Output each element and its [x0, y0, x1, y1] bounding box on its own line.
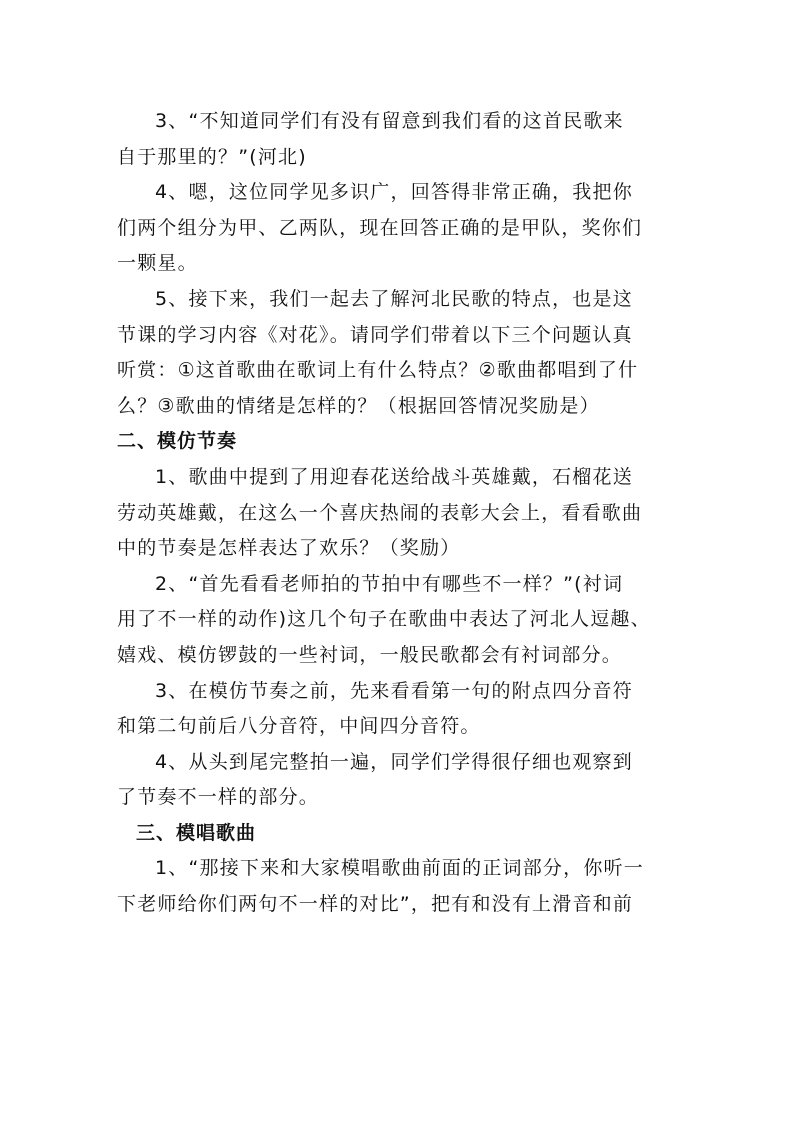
section2-paragraph-3 — [117, 674, 677, 745]
text-line: 么？③歌曲的情绪是怎样的？（根据回答情况奖励是） — [117, 394, 600, 417]
text-line: 听赏：①这首歌曲在歌词上有什么特点？②歌曲都唱到了什 — [117, 359, 639, 382]
text-line: 了节奏不一样的部分。 — [117, 786, 320, 809]
paragraph-3 — [117, 104, 677, 175]
text-line: 一颗星。 — [117, 252, 198, 275]
text-line: 2、“首先看看老师拍的节拍中有哪些不一样？”(衬词 — [155, 572, 624, 595]
paragraph-4 — [117, 175, 677, 282]
text-line: 3、“不知道同学们有没有留意到我们看的这首民歌来 — [155, 110, 624, 132]
section-heading-imitate-singing: 三、模唱歌曲 — [136, 821, 257, 844]
text-line: 1、歌曲中提到了用迎春花送给战斗英雄戴，石榴花送 — [155, 465, 633, 488]
document-body — [117, 104, 677, 923]
section2-paragraph-1 — [117, 460, 677, 567]
text-line: 嬉戏、模仿锣鼓的一些衬词，一般民歌都会有衬词部分。 — [117, 643, 623, 666]
text-line: 4、从头到尾完整拍一遍，同学们学得很仔细也观察到 — [155, 750, 633, 773]
text-line: 下老师给你们两句不一样的对比”，把有和没有上滑音和前 — [117, 893, 634, 916]
text-line: 自于那里的？”(河北) — [117, 145, 307, 168]
text-line: 中的节奏是怎样表达了欢乐？（奖励） — [117, 537, 461, 560]
paragraph-5 — [117, 282, 677, 424]
text-line: 用了不一样的动作)这几个句子在歌曲中表达了河北人逗趣、 — [117, 608, 651, 631]
section3-paragraph-1 — [117, 851, 677, 922]
section2-paragraph-2 — [117, 567, 677, 674]
text-line: 劳动英雄戴，在这么一个喜庆热闹的表彰大会上，看看歌曲 — [117, 501, 643, 524]
text-line: 3、在模仿节奏之前，先来看看第一句的附点四分音符 — [155, 679, 633, 702]
text-line: 1、“那接下来和大家模唱歌曲前面的正词部分，你听一 — [155, 857, 644, 880]
text-line: 和第二句前后八分音符，中间四分音符。 — [117, 715, 481, 738]
text-line: 节课的学习内容《对花》。请同学们带着以下三个问题认真 — [117, 323, 633, 346]
section-heading-imitate-rhythm: 二、模仿节奏 — [117, 430, 238, 453]
text-line: 4、嗯，这位同学见多识广，回答得非常正确，我把你 — [155, 181, 633, 204]
text-line: 5、接下来，我们一起去了解河北民歌的特点，也是这 — [155, 287, 633, 310]
text-line: 们两个组分为甲、乙两队，现在回答正确的是甲队，奖你们 — [117, 216, 643, 239]
section2-paragraph-4 — [117, 745, 677, 816]
